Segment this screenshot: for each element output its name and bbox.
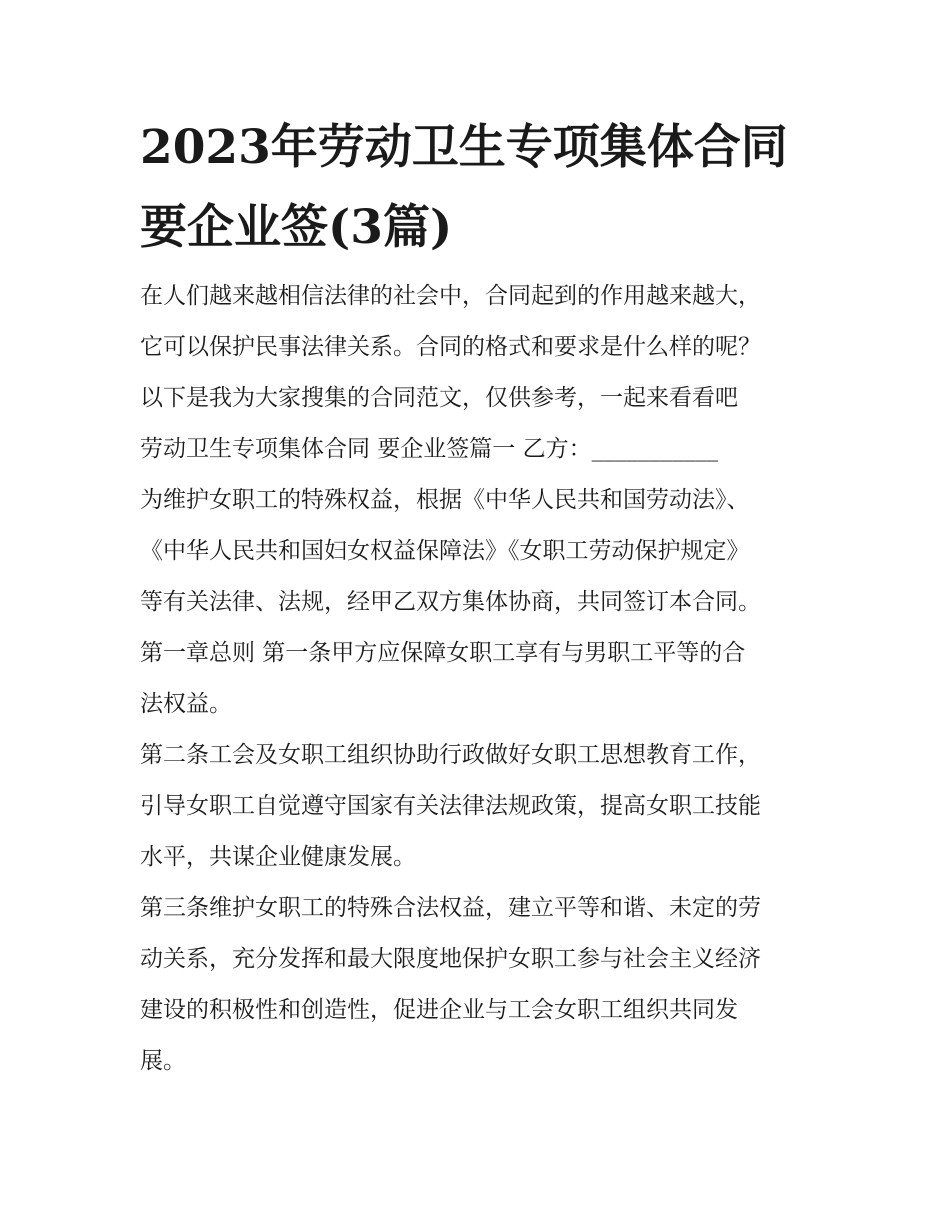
intro-line-2: 它可以保护民事法律关系。合同的格式和要求是什么样的呢？ xyxy=(140,334,761,360)
party-blank: ___________ xyxy=(591,436,719,462)
article1-line-1: 第一章总则 第一条甲方应保障女职工享有与男职工平等的合 xyxy=(140,640,746,666)
article3-line-1: 第三条维护女职工的特殊合法权益，建立平等和谐、未定的劳 xyxy=(140,895,761,921)
preamble-line-3: 等有关法律、法规，经甲乙双方集体协商，共同签订本合同。 xyxy=(140,589,761,615)
party-line xyxy=(140,424,830,475)
preamble-line-2: 《中华人民共和国妇女权益保障法》《女职工劳动保护规定》 xyxy=(140,538,750,564)
party-label: 劳动卫生专项集体合同 要企业签篇一 乙方： xyxy=(140,436,592,462)
title-line-1: 2023年劳动卫生专项集体合同 xyxy=(140,120,788,175)
preamble-line-1: 为维护女职工的特殊权益，根据《中华人民共和国劳动法》、 xyxy=(140,487,750,513)
article3-line-3: 建设的积极性和创造性，促进企业与工会女职工组织共同发 xyxy=(140,997,738,1023)
article2-line-2: 引导女职工自觉遵守国家有关法律法规政策，提高女职工技能 xyxy=(140,793,761,819)
intro-line-1: 在人们越来越相信法律的社会中，合同起到的作用越来越大， xyxy=(140,283,761,309)
article3-line-2: 动关系，充分发挥和最大限度地保护女职工参与社会主义经济 xyxy=(140,946,761,972)
document-body xyxy=(140,271,830,1087)
title-line-2: 要企业签(3篇) xyxy=(140,200,453,255)
document-title xyxy=(140,108,830,268)
article2-line-1: 第二条工会及女职工组织协助行政做好女职工思想教育工作， xyxy=(140,742,761,768)
article3-line-4: 展。 xyxy=(140,1048,186,1074)
intro-line-3: 以下是我为大家搜集的合同范文，仅供参考，一起来看看吧 xyxy=(140,385,738,411)
article2-line-3: 水平，共谋企业健康发展。 xyxy=(140,844,416,870)
article1-line-2: 法权益。 xyxy=(140,691,232,717)
